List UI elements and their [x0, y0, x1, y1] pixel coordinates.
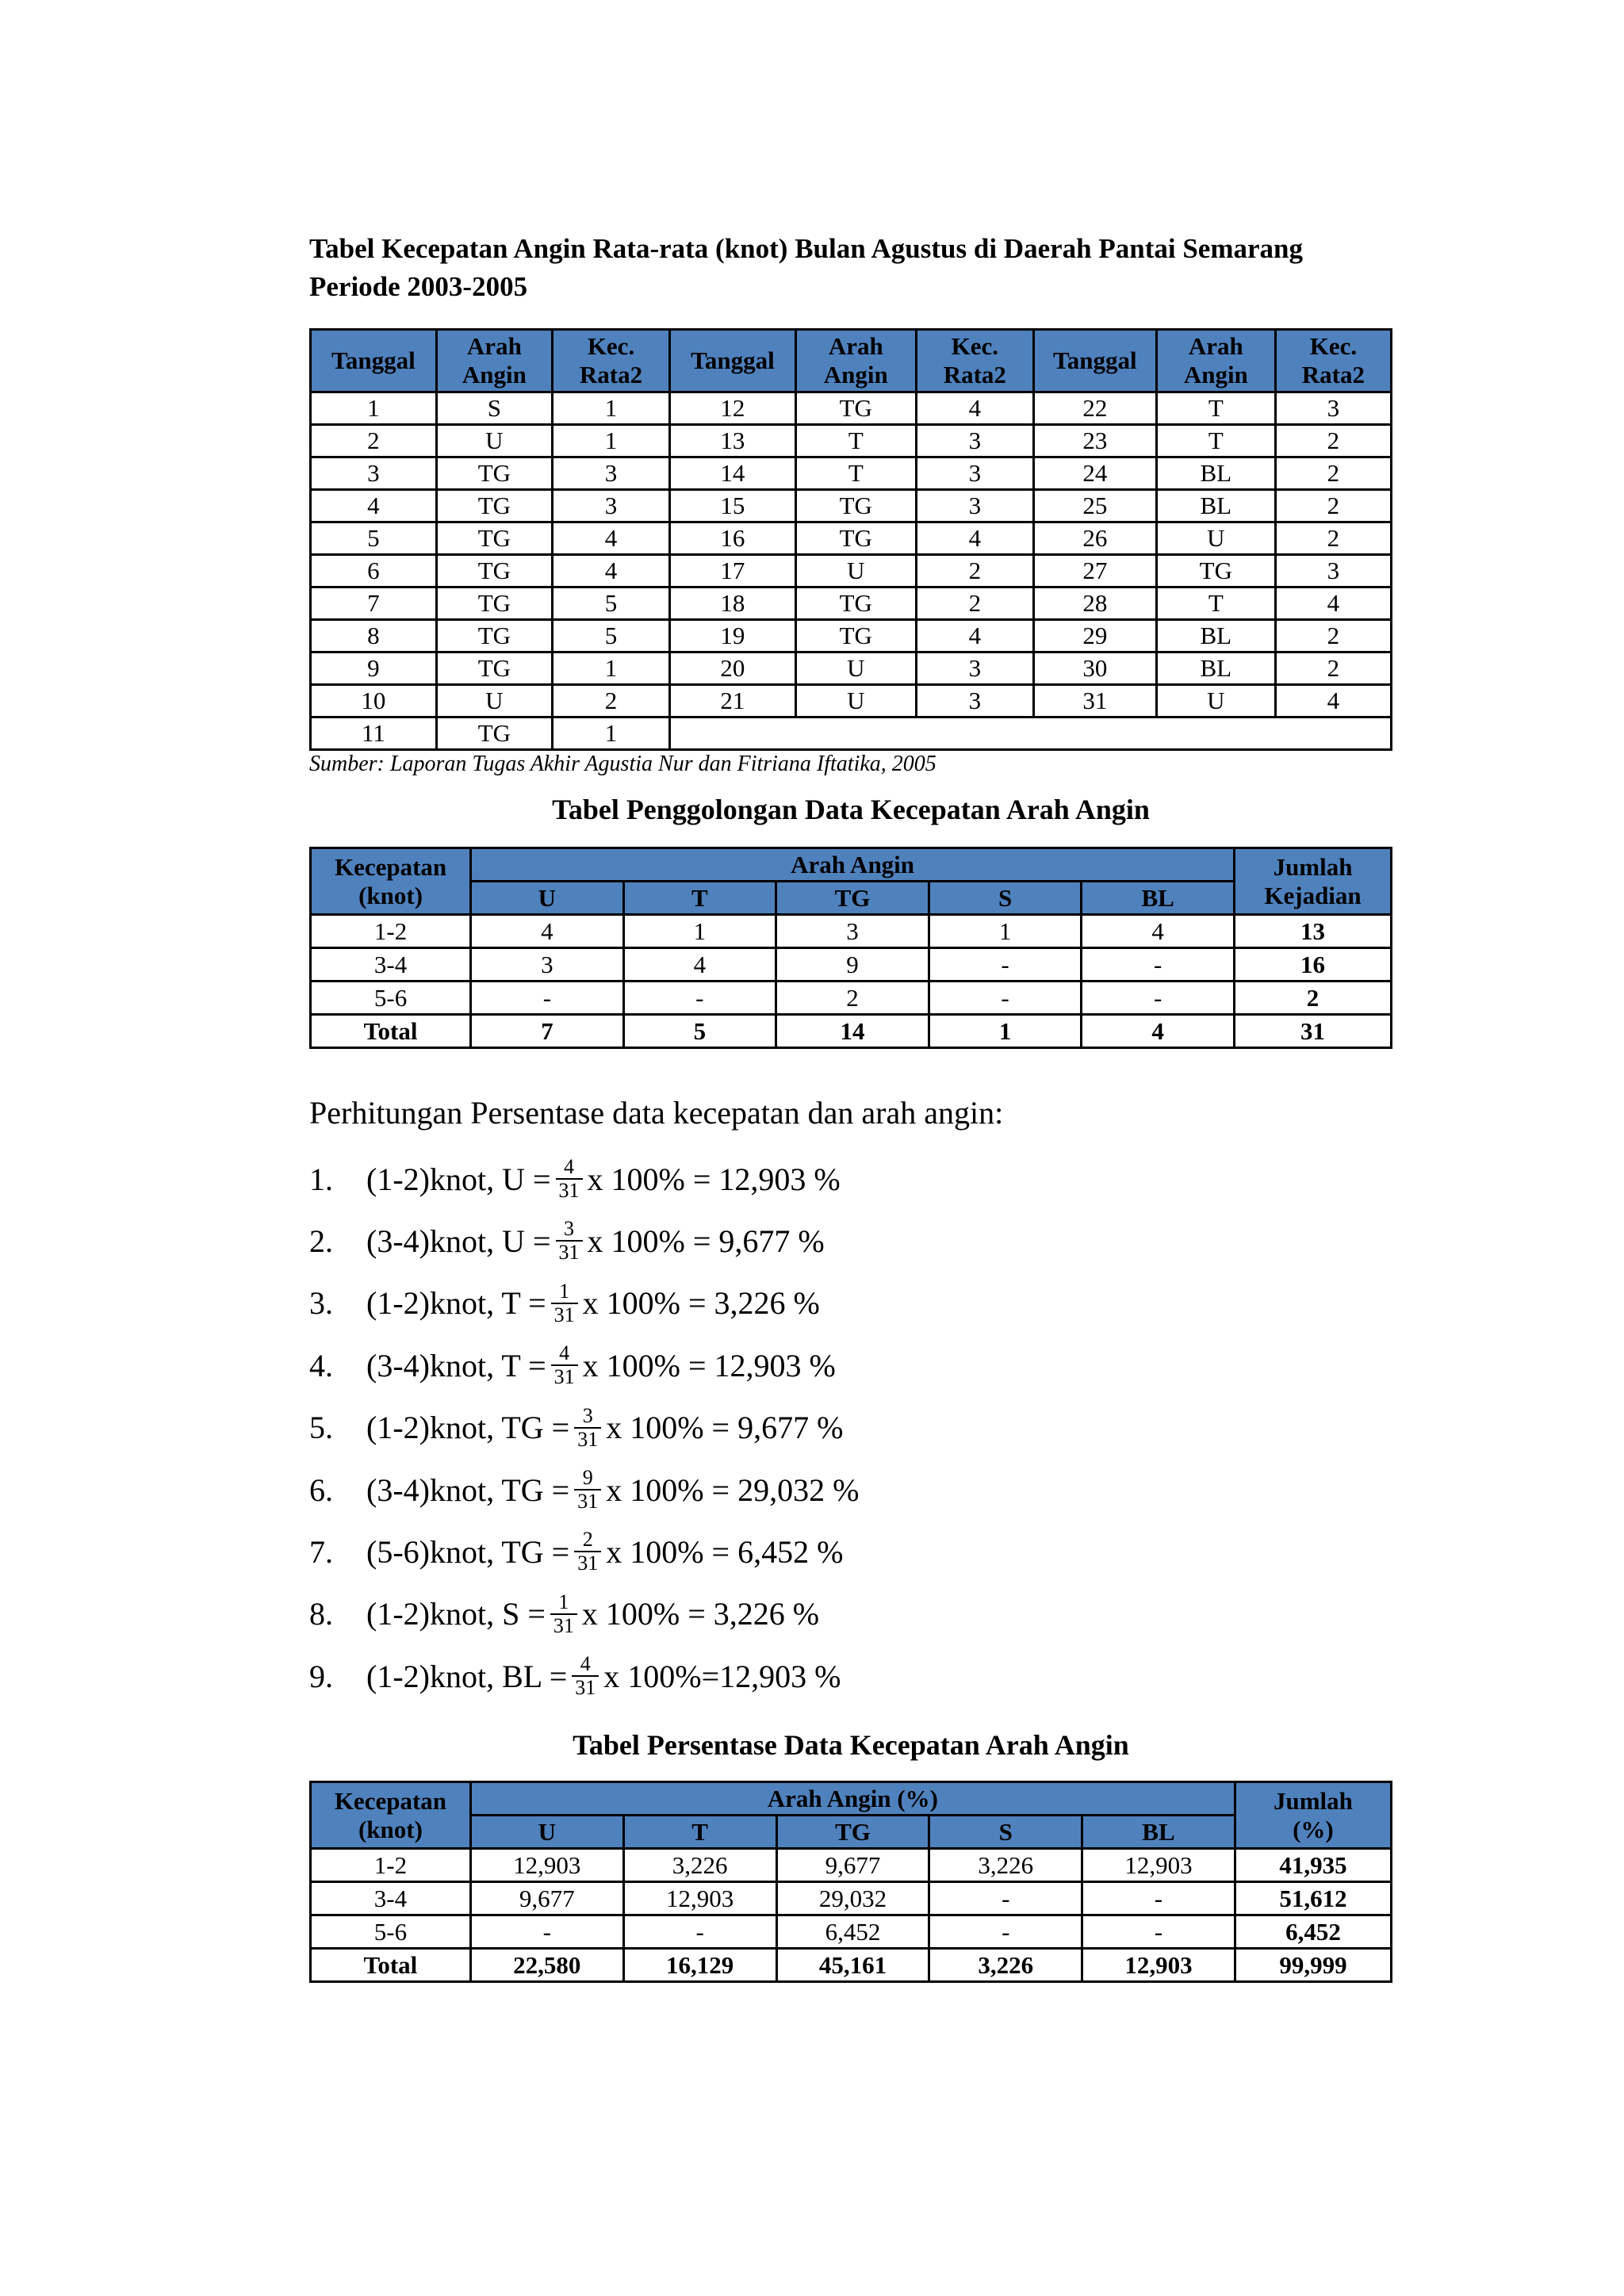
arah-cell: BL	[1156, 620, 1275, 652]
table1-title: Tabel Kecepatan Angin Rata-rata (knot) Bulan Agustus di Daerah Pantai Semarang Periode 2003-2005	[309, 233, 1303, 302]
formula-right: x 100% = 29,032 %	[606, 1471, 860, 1508]
value-cell: 2	[776, 982, 929, 1015]
table-row	[311, 948, 1392, 982]
grand-total-cell: 99,999	[1235, 1949, 1391, 1982]
tanggal-cell: 31	[1033, 685, 1156, 718]
table-subheader-row	[311, 1816, 1392, 1849]
formula-right: x 100%=12,903 %	[603, 1658, 841, 1694]
table-row	[311, 1915, 1392, 1949]
value-cell: 3,226	[623, 1849, 776, 1882]
empty-cell	[670, 718, 1392, 750]
arah-cell: T	[795, 457, 916, 490]
header-kec-rata2: Kec. Rata2	[1275, 330, 1391, 392]
row-total-cell: 6,452	[1235, 1915, 1391, 1949]
header-dir-tg: TG	[776, 882, 929, 915]
table-header-row	[311, 1782, 1392, 1816]
kec-cell: 4	[552, 522, 669, 555]
value-cell: -	[929, 1915, 1082, 1949]
formula-left: (1-2)knot, U =	[366, 1161, 551, 1197]
value-cell: -	[1082, 1882, 1235, 1915]
wind-speed-daily-table	[309, 328, 1392, 751]
header-dir-bl: BL	[1082, 1816, 1235, 1849]
formula-right: x 100% = 9,677 %	[606, 1410, 844, 1446]
fraction-denominator: 31	[556, 1178, 583, 1202]
formula-left: (3-4)knot, U =	[366, 1223, 551, 1259]
tanggal-cell: 2	[311, 425, 437, 457]
tanggal-cell: 18	[670, 587, 796, 620]
kec-cell: 2	[916, 587, 1033, 620]
header-dir-t: T	[623, 1816, 776, 1849]
table-row	[311, 982, 1392, 1015]
tanggal-cell: 17	[670, 555, 796, 587]
fraction	[551, 1280, 578, 1326]
value-cell: -	[471, 982, 623, 1015]
tanggal-cell: 6	[311, 555, 437, 587]
item-number: 9.	[309, 1658, 333, 1694]
table-row	[311, 587, 1392, 620]
tanggal-cell: 22	[1033, 392, 1156, 425]
fraction	[550, 1591, 577, 1637]
header-dir-u: U	[470, 1816, 623, 1849]
item-number: 2.	[309, 1223, 333, 1259]
header-kec-rata2: Kec. Rata2	[552, 330, 669, 392]
tanggal-cell: 16	[670, 522, 796, 555]
tanggal-cell: 14	[670, 457, 796, 490]
kec-cell: 1	[552, 425, 669, 457]
value-cell: 9,677	[470, 1882, 623, 1915]
header-dir-u: U	[471, 882, 623, 915]
kec-cell: 1	[552, 652, 669, 685]
arah-cell: TG	[436, 490, 552, 522]
table-header-row	[311, 848, 1392, 882]
calculation-item	[309, 1397, 843, 1459]
arah-cell: U	[795, 652, 916, 685]
total-value-cell: 7	[471, 1015, 623, 1048]
formula-right: x 100% = 3,226 %	[582, 1285, 820, 1322]
item-number: 8.	[309, 1596, 333, 1632]
value-cell: 12,903	[470, 1849, 623, 1882]
tanggal-cell: 30	[1033, 652, 1156, 685]
row-total-cell: 2	[1235, 982, 1392, 1015]
table-row	[311, 555, 1392, 587]
arah-cell: TG	[795, 490, 916, 522]
total-label-cell: Total	[311, 1949, 471, 1982]
table-row	[311, 620, 1392, 652]
tanggal-cell: 3	[311, 457, 437, 490]
calculation-item	[309, 1459, 859, 1521]
row-total-cell: 16	[1235, 948, 1392, 982]
arah-cell: TG	[436, 587, 552, 620]
fraction-denominator: 31	[550, 1613, 577, 1637]
calculation-intro: Perhitungan Persentase data kecepatan dan arah angin:	[309, 1095, 1004, 1131]
item-number: 1.	[309, 1161, 333, 1197]
value-cell: -	[623, 1915, 776, 1949]
item-number: 3.	[309, 1285, 333, 1322]
header-kecepatan: Kecepatan (knot)	[311, 1782, 471, 1849]
kec-cell: 4	[1275, 685, 1391, 718]
tanggal-cell: 9	[311, 652, 437, 685]
total-value-cell: 16,129	[623, 1949, 776, 1982]
tanggal-cell: 29	[1033, 620, 1156, 652]
tanggal-cell: 24	[1033, 457, 1156, 490]
fraction	[556, 1156, 583, 1202]
total-value-cell: 12,903	[1082, 1949, 1235, 1982]
value-cell: 9,677	[776, 1849, 929, 1882]
kec-cell: 3	[916, 425, 1033, 457]
fraction-denominator: 31	[574, 1427, 601, 1451]
total-value-cell: 4	[1082, 1015, 1235, 1048]
header-dir-t: T	[623, 882, 776, 915]
kec-cell: 2	[1275, 490, 1391, 522]
kec-cell: 3	[916, 652, 1033, 685]
tanggal-cell: 19	[670, 620, 796, 652]
table-row	[311, 392, 1392, 425]
table-row	[311, 1882, 1392, 1915]
fraction	[556, 1218, 583, 1264]
header-dir-bl: BL	[1082, 882, 1235, 915]
kec-cell: 2	[1275, 457, 1391, 490]
table-subheader-row	[311, 882, 1392, 915]
value-cell: 3	[776, 915, 929, 948]
arah-cell: BL	[1156, 652, 1275, 685]
kec-cell: 4	[1275, 587, 1391, 620]
formula-right: x 100% = 9,677 %	[587, 1223, 825, 1259]
header-tanggal: Tanggal	[311, 330, 437, 392]
header-jumlah-kejadian: Jumlah Kejadian	[1235, 848, 1392, 915]
kec-cell: 3	[916, 490, 1033, 522]
kec-cell: 1	[552, 718, 669, 750]
formula-left: (1-2)knot, S =	[366, 1596, 546, 1632]
kec-cell: 4	[916, 620, 1033, 652]
speed-label-cell: 1-2	[311, 915, 471, 948]
total-value-cell: 22,580	[470, 1949, 623, 1982]
arah-cell: U	[1156, 685, 1275, 718]
source-note: Sumber: Laporan Tugas Akhir Agustia Nur dan Fitriana Iftatika, 2005	[309, 752, 936, 776]
table-row	[311, 425, 1392, 457]
kec-cell: 2	[552, 685, 669, 718]
arah-cell: TG	[436, 457, 552, 490]
fraction	[574, 1467, 601, 1513]
kec-cell: 4	[552, 555, 669, 587]
value-cell: 12,903	[1082, 1849, 1235, 1882]
fraction-numerator: 1	[558, 1590, 569, 1613]
header-arah-angin-persen: Arah Angin (%)	[470, 1782, 1235, 1816]
item-number: 6.	[309, 1471, 333, 1508]
total-value-cell: 3,226	[929, 1949, 1082, 1982]
fraction-numerator: 2	[582, 1528, 593, 1552]
value-cell: -	[929, 982, 1081, 1015]
row-total-cell: 51,612	[1235, 1882, 1391, 1915]
calculation-item	[309, 1148, 841, 1210]
value-cell: 12,903	[623, 1882, 776, 1915]
fraction	[574, 1529, 601, 1575]
value-cell: -	[1082, 1915, 1235, 1949]
value-cell: 9	[776, 948, 929, 982]
header-arah-angin: Arah Angin	[471, 848, 1235, 882]
fraction-denominator: 31	[556, 1240, 583, 1264]
kec-cell: 2	[1275, 620, 1391, 652]
kec-cell: 3	[552, 457, 669, 490]
kec-cell: 1	[552, 392, 669, 425]
kec-cell: 5	[552, 620, 669, 652]
arah-cell: T	[795, 425, 916, 457]
value-cell: 3	[471, 948, 623, 982]
header-tanggal: Tanggal	[670, 330, 796, 392]
row-total-cell: 41,935	[1235, 1849, 1391, 1882]
total-label-cell: Total	[311, 1015, 471, 1048]
header-dir-s: S	[929, 1816, 1082, 1849]
fraction-numerator: 3	[564, 1217, 575, 1241]
arah-cell: T	[1156, 425, 1275, 457]
formula-right: x 100% = 12,903 %	[582, 1347, 836, 1383]
arah-cell: TG	[795, 587, 916, 620]
arah-cell: S	[436, 392, 552, 425]
table-header-row	[311, 330, 1392, 392]
tanggal-cell: 1	[311, 392, 437, 425]
formula-left: (1-2)knot, T =	[366, 1285, 546, 1322]
item-number: 7.	[309, 1533, 333, 1570]
fraction-denominator: 31	[551, 1364, 578, 1388]
kec-cell: 2	[1275, 522, 1391, 555]
speed-label-cell: 5-6	[311, 982, 471, 1015]
arah-cell: BL	[1156, 457, 1275, 490]
arah-cell: U	[795, 685, 916, 718]
formula-left: (3-4)knot, TG =	[366, 1471, 570, 1508]
tanggal-cell: 21	[670, 685, 796, 718]
header-kecepatan: Kecepatan (knot)	[311, 848, 471, 915]
wind-classification-table	[309, 847, 1392, 1049]
speed-label-cell: 1-2	[311, 1849, 471, 1882]
grand-total-cell: 31	[1235, 1015, 1392, 1048]
fraction-denominator: 31	[551, 1303, 578, 1326]
header-kec-rata2: Kec. Rata2	[916, 330, 1033, 392]
header-arah-angin: Arah Angin	[436, 330, 552, 392]
fraction-numerator: 4	[559, 1341, 570, 1365]
value-cell: 29,032	[776, 1882, 929, 1915]
row-total-cell: 13	[1235, 915, 1392, 948]
tanggal-cell: 4	[311, 490, 437, 522]
arah-cell: TG	[436, 522, 552, 555]
header-jumlah-persen: Jumlah (%)	[1235, 1782, 1391, 1849]
calculation-item	[309, 1272, 820, 1334]
total-value-cell: 1	[929, 1015, 1081, 1048]
arah-cell: TG	[436, 652, 552, 685]
fraction-denominator: 31	[574, 1489, 601, 1513]
fraction	[574, 1405, 601, 1451]
total-row	[311, 1949, 1392, 1982]
total-value-cell: 14	[776, 1015, 929, 1048]
calculation-item	[309, 1521, 843, 1582]
wind-percentage-table	[309, 1781, 1392, 1983]
kec-cell: 5	[552, 587, 669, 620]
value-cell: 4	[471, 915, 623, 948]
kec-cell: 4	[916, 522, 1033, 555]
table-row	[311, 1849, 1392, 1882]
header-dir-tg: TG	[776, 1816, 929, 1849]
tanggal-cell: 25	[1033, 490, 1156, 522]
arah-cell: T	[1156, 587, 1275, 620]
tanggal-cell: 12	[670, 392, 796, 425]
fraction-numerator: 3	[582, 1403, 593, 1427]
arah-cell: U	[436, 685, 552, 718]
value-cell: -	[929, 1882, 1082, 1915]
value-cell: -	[623, 982, 776, 1015]
table-row	[311, 685, 1392, 718]
tanggal-cell: 26	[1033, 522, 1156, 555]
table3-title: Tabel Persentase Data Kecepatan Arah Angin	[573, 1729, 1129, 1761]
value-cell: -	[1082, 948, 1235, 982]
fraction-numerator: 4	[580, 1652, 591, 1676]
item-number: 5.	[309, 1410, 333, 1446]
header-arah-angin: Arah Angin	[795, 330, 916, 392]
table-row	[311, 457, 1392, 490]
arah-cell: T	[1156, 392, 1275, 425]
formula-left: (5-6)knot, TG =	[366, 1533, 570, 1570]
arah-cell: U	[795, 555, 916, 587]
table2-title: Tabel Penggolongan Data Kecepatan Arah Angin	[552, 794, 1150, 825]
speed-label-cell: 5-6	[311, 1915, 471, 1949]
kec-cell: 3	[552, 490, 669, 522]
tanggal-cell: 7	[311, 587, 437, 620]
kec-cell: 4	[916, 392, 1033, 425]
arah-cell: TG	[1156, 555, 1275, 587]
calculation-item	[309, 1210, 825, 1272]
table-row	[311, 522, 1392, 555]
speed-label-cell: 3-4	[311, 1882, 471, 1915]
calculation-item	[309, 1583, 819, 1645]
arah-cell: TG	[436, 555, 552, 587]
kec-cell: 2	[1275, 425, 1391, 457]
arah-cell: TG	[795, 620, 916, 652]
formula-left: (1-2)knot, TG =	[366, 1410, 570, 1446]
formula-right: x 100% = 6,452 %	[606, 1533, 844, 1570]
fraction-denominator: 31	[572, 1675, 599, 1699]
fraction-numerator: 1	[559, 1279, 570, 1303]
value-cell: 3,226	[929, 1849, 1082, 1882]
fraction-denominator: 31	[574, 1551, 601, 1575]
arah-cell: TG	[795, 392, 916, 425]
formula-left: (1-2)knot, BL =	[366, 1658, 568, 1694]
total-value-cell: 45,161	[776, 1949, 929, 1982]
value-cell: -	[929, 948, 1081, 982]
value-cell: 4	[1082, 915, 1235, 948]
table-row	[311, 915, 1392, 948]
calculation-item	[309, 1645, 841, 1707]
kec-cell: 3	[1275, 392, 1391, 425]
value-cell: -	[470, 1915, 623, 1949]
kec-cell: 2	[1275, 652, 1391, 685]
total-row	[311, 1015, 1392, 1048]
value-cell: -	[1082, 982, 1235, 1015]
item-number: 4.	[309, 1347, 333, 1383]
fraction	[551, 1342, 578, 1388]
tanggal-cell: 13	[670, 425, 796, 457]
tanggal-cell: 5	[311, 522, 437, 555]
formula-left: (3-4)knot, T =	[366, 1347, 546, 1383]
calculation-item	[309, 1334, 836, 1396]
tanggal-cell: 15	[670, 490, 796, 522]
kec-cell: 3	[916, 685, 1033, 718]
value-cell: 1	[623, 915, 776, 948]
table-row	[311, 718, 1392, 750]
header-arah-angin: Arah Angin	[1156, 330, 1275, 392]
value-cell: 4	[623, 948, 776, 982]
value-cell: 1	[929, 915, 1081, 948]
tanggal-cell: 20	[670, 652, 796, 685]
arah-cell: TG	[436, 718, 552, 750]
speed-label-cell: 3-4	[311, 948, 471, 982]
table-row	[311, 490, 1392, 522]
fraction-numerator: 9	[582, 1466, 593, 1489]
total-value-cell: 5	[623, 1015, 776, 1048]
kec-cell: 3	[1275, 555, 1391, 587]
value-cell: 6,452	[776, 1915, 929, 1949]
tanggal-cell: 11	[311, 718, 437, 750]
header-tanggal: Tanggal	[1033, 330, 1156, 392]
tanggal-cell: 23	[1033, 425, 1156, 457]
arah-cell: U	[436, 425, 552, 457]
kec-cell: 2	[916, 555, 1033, 587]
tanggal-cell: 27	[1033, 555, 1156, 587]
fraction-numerator: 4	[564, 1155, 575, 1178]
fraction	[572, 1653, 599, 1699]
arah-cell: TG	[436, 620, 552, 652]
arah-cell: BL	[1156, 490, 1275, 522]
header-dir-s: S	[929, 882, 1081, 915]
tanggal-cell: 28	[1033, 587, 1156, 620]
formula-right: x 100% = 12,903 %	[587, 1161, 841, 1197]
formula-right: x 100% = 3,226 %	[581, 1596, 820, 1632]
table-row	[311, 652, 1392, 685]
arah-cell: TG	[795, 522, 916, 555]
arah-cell: U	[1156, 522, 1275, 555]
tanggal-cell: 8	[311, 620, 437, 652]
kec-cell: 3	[916, 457, 1033, 490]
tanggal-cell: 10	[311, 685, 437, 718]
